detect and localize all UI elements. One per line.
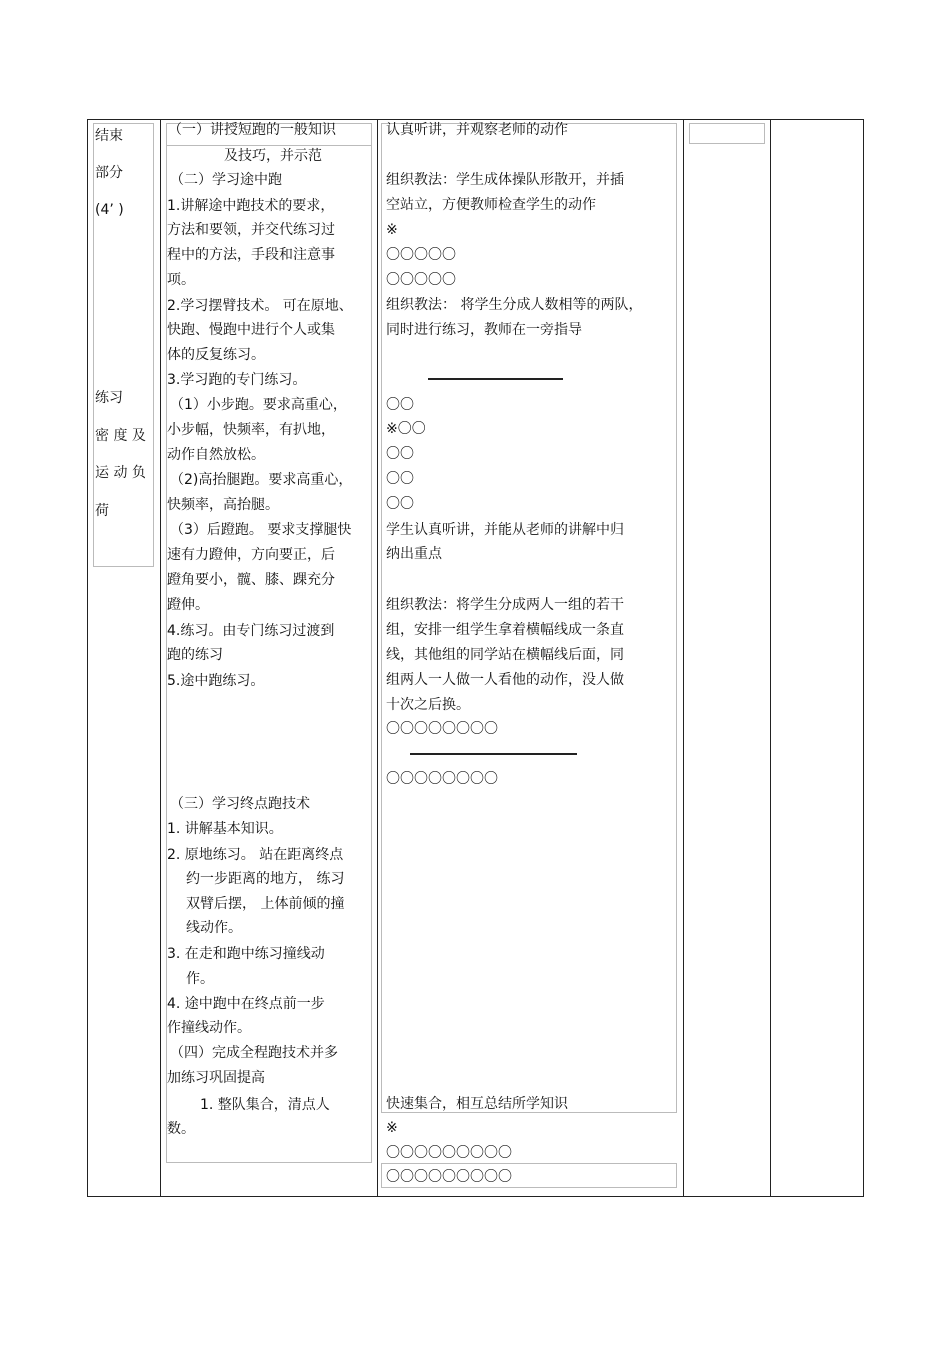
table-border-bottom bbox=[87, 1196, 864, 1197]
col3-line: 认真听讲，并观察老师的动作 bbox=[386, 122, 568, 138]
col2-line: 蹬角要小，髋、膝、踝充分 bbox=[167, 572, 335, 588]
col3-line: 十次之后换。 bbox=[386, 697, 470, 713]
col3-line: 〇〇 bbox=[386, 471, 414, 487]
col4-inner-frame bbox=[689, 123, 765, 144]
col3-line: 〇〇 bbox=[386, 496, 414, 512]
table-border-left bbox=[87, 119, 88, 1197]
col2-line: （三）学习终点跑技术 bbox=[170, 796, 310, 812]
col2-line: （1）小步跑。要求高重心， bbox=[170, 397, 347, 413]
col2-line: 项。 bbox=[167, 272, 195, 288]
col2-line: 速有力蹬伸，方向要正，后 bbox=[167, 547, 335, 563]
col3-line: 组织教法：将学生分成两人一组的若干 bbox=[386, 597, 624, 613]
col2-line: 2. 原地练习。 站在距离终点 bbox=[167, 847, 344, 863]
col3-line: 〇〇〇〇〇〇〇〇 bbox=[386, 721, 498, 737]
col2-line: 3.学习跑的专门练习。 bbox=[167, 372, 307, 388]
col3-line: 〇〇〇〇〇 bbox=[386, 272, 456, 288]
col2-line: （2)高抬腿跑。要求高重心， bbox=[170, 472, 353, 488]
col3-line: 〇〇〇〇〇〇〇〇〇 bbox=[386, 1145, 512, 1161]
col2-line: 动作自然放松。 bbox=[167, 447, 265, 463]
formation-line-1 bbox=[428, 378, 563, 380]
col1-line: 结束 bbox=[95, 128, 123, 144]
col2-line: 小步幅，快频率，有扒地， bbox=[167, 422, 335, 438]
col3-line: 线，其他组的同学站在横幅线后面，同 bbox=[386, 647, 624, 663]
column-divider-2 bbox=[377, 119, 378, 1197]
col2-line: 1.讲解途中跑技术的要求， bbox=[167, 198, 335, 214]
col3-line: 同时进行练习，教师在一旁指导 bbox=[386, 322, 582, 338]
col2-line: 双臂后摆， 上体前倾的撞 bbox=[186, 896, 345, 912]
col3-line: 〇〇〇〇〇〇〇〇 bbox=[386, 771, 498, 787]
col2-line: 及技巧，并示范 bbox=[224, 148, 322, 164]
column-divider-4 bbox=[770, 119, 771, 1197]
col2-line: 数。 bbox=[167, 1121, 195, 1137]
col2-line: 5.途中跑练习。 bbox=[167, 673, 265, 689]
col1-line: 荷 bbox=[95, 503, 109, 519]
col3-line: 组织教法：学生成体操队形散开，并插 bbox=[386, 172, 624, 188]
col2-line: 4. 途中跑中在终点前一步 bbox=[167, 996, 325, 1012]
col2-line: 3. 在走和跑中练习撞线动 bbox=[167, 946, 325, 962]
col2-line: 快跑、慢跑中进行个人或集 bbox=[167, 322, 335, 338]
col2-line: 2.学习摆臂技术。 可在原地、 bbox=[167, 298, 353, 314]
col2-line: 4.练习。由专门练习过渡到 bbox=[167, 623, 335, 639]
col2-line: 体的反复练习。 bbox=[167, 347, 265, 363]
col3-line: 〇〇 bbox=[386, 446, 414, 462]
col1-line: 密 度 及 bbox=[95, 428, 146, 444]
col2-line: 方法和要领，并交代练习过 bbox=[167, 222, 335, 238]
col2-line: 1. 讲解基本知识。 bbox=[167, 821, 283, 837]
col1-line: 运 动 负 bbox=[95, 465, 146, 481]
col3-line: ※〇〇 bbox=[386, 421, 426, 437]
col3-line: 学生认真听讲，并能从老师的讲解中归 bbox=[386, 522, 624, 538]
col2-line: 作撞线动作。 bbox=[167, 1020, 251, 1036]
col2-line: 加练习巩固提高 bbox=[167, 1070, 265, 1086]
table-border-top bbox=[87, 119, 864, 120]
col2-line: （二）学习途中跑 bbox=[170, 172, 282, 188]
col2-line: 作。 bbox=[186, 971, 214, 987]
col3-line: 〇〇〇〇〇 bbox=[386, 247, 456, 263]
col2-line: 跑的练习 bbox=[167, 647, 223, 663]
col2-line: 程中的方法，手段和注意事 bbox=[167, 247, 335, 263]
col2-line: 线动作。 bbox=[186, 920, 242, 936]
col2-line: （一）讲授短跑的一般知识 bbox=[168, 122, 336, 138]
col1-line: (4’ ) bbox=[95, 202, 124, 218]
col3-line: 空站立，方便教师检查学生的动作 bbox=[386, 197, 596, 213]
col2-line: 约一步距离的地方， 练习 bbox=[186, 871, 345, 887]
table-border-right bbox=[863, 119, 864, 1197]
col3-line: 纳出重点 bbox=[386, 546, 442, 562]
col2-line: （四）完成全程跑技术并多 bbox=[170, 1045, 338, 1061]
col1-line: 练习 bbox=[95, 390, 123, 406]
column-divider-3 bbox=[683, 119, 684, 1197]
col1-inner-frame bbox=[93, 123, 154, 567]
col2-line: 快频率，高抬腿。 bbox=[167, 497, 279, 513]
col3-line: ※ bbox=[386, 222, 398, 238]
col3-line: 快速集合，相互总结所学知识 bbox=[386, 1096, 568, 1112]
col3-line: 〇〇 bbox=[386, 397, 414, 413]
col2-line: （3）后蹬跑。 要求支撑腿快 bbox=[170, 522, 352, 538]
col1-line: 部分 bbox=[95, 165, 123, 181]
col3-line: 〇〇〇〇〇〇〇〇〇 bbox=[386, 1169, 512, 1185]
col2-line: 1. 整队集合，清点人 bbox=[200, 1097, 330, 1113]
col3-line: ※ bbox=[386, 1120, 398, 1136]
col3-line: 组两人一人做一人看他的动作，没人做 bbox=[386, 672, 624, 688]
col2-line: 蹬伸。 bbox=[167, 597, 209, 613]
column-divider-1 bbox=[160, 119, 161, 1197]
col3-line: 组，安排一组学生拿着横幅线成一条直 bbox=[386, 622, 624, 638]
col3-line: 组织教法： 将学生分成人数相等的两队， bbox=[386, 297, 643, 313]
formation-line-2 bbox=[410, 753, 577, 755]
